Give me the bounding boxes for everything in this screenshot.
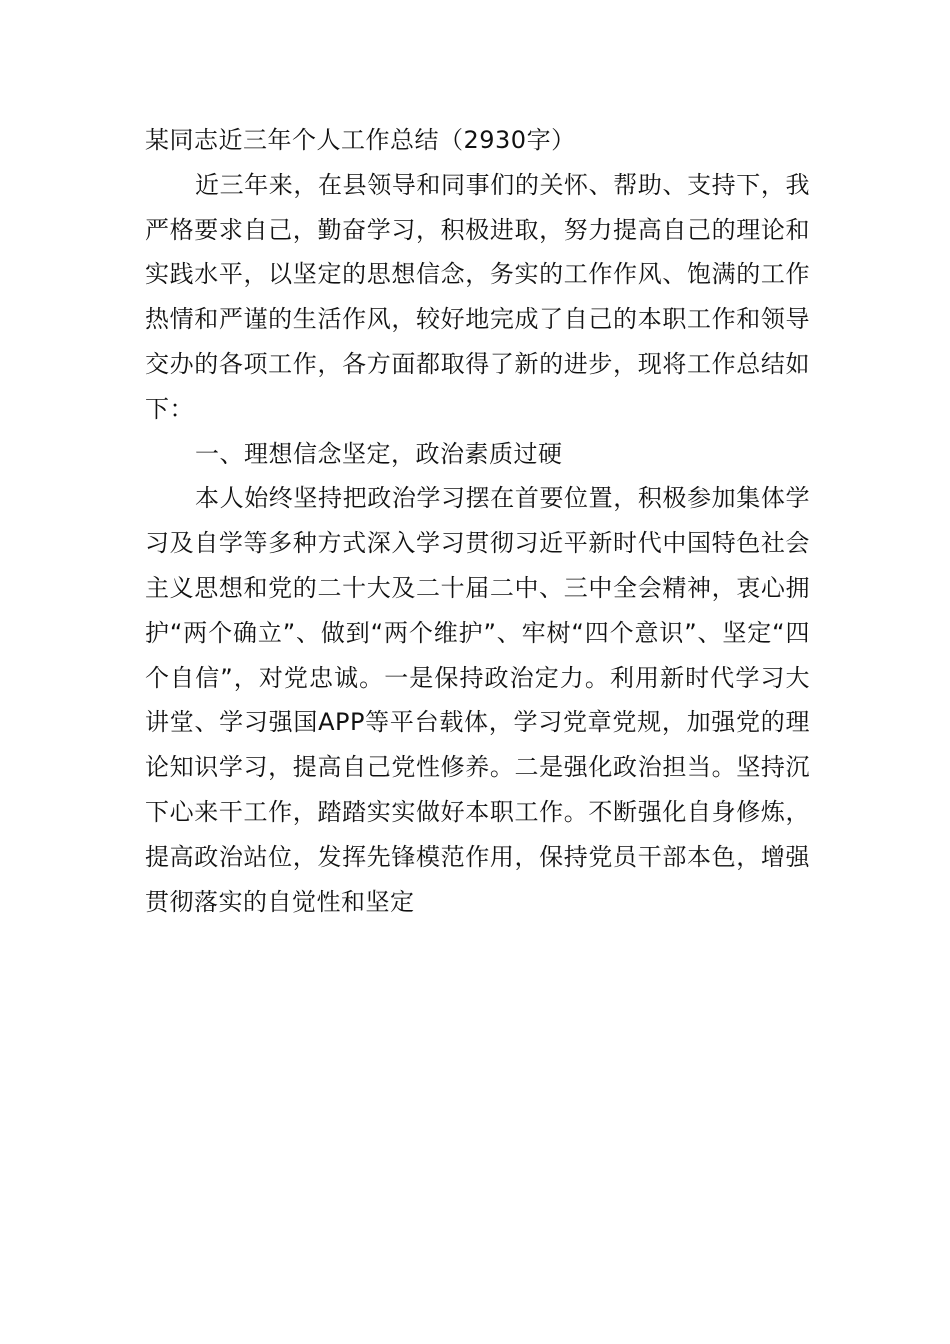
document-body <box>145 118 810 924</box>
intro-paragraph: 近三年来，在县领导和同事们的关怀、帮助、支持下，我严格要求自己，勤奋学习，积极进取，努力提高自己的理论和实践水平，以坚定的思想信念，务实的工作作风、饱满的工作热情和严谨的生活作风，较好地完成了自己的本职工作和领导交办的各项工作，各方面都取得了新的进步，现将工作总结如下： <box>145 170 810 423</box>
document-title: 某同志近三年个人工作总结（2930字） <box>145 126 576 154</box>
section-paragraph: 本人始终坚持把政治学习摆在首要位置，积极参加集体学习及自学等多种方式深入学习贯彻习近平新时代中国特色社会主义思想和党的二十大及二十届二中、三中全会精神，衷心拥护“两个确立”、做到“两个维护”、牢树“四个意识”、坚定“四个自信”，对党忠诚。一是保持政治定力。利用新时代学习大讲堂、学习强国APP等平台载体，学习党章党规，加强党的理论知识学习，提高自己党性修养。二是强化政治担当。坚持沉下心来干工作，踏踏实实做好本职工作。不断强化自身修炼，提高政治站位，发挥先锋模范作用，保持党员干部本色，增强贯彻落实的自觉性和坚定 <box>145 484 810 916</box>
section-heading: 一、理想信念坚定，政治素质过硬 <box>195 439 563 468</box>
